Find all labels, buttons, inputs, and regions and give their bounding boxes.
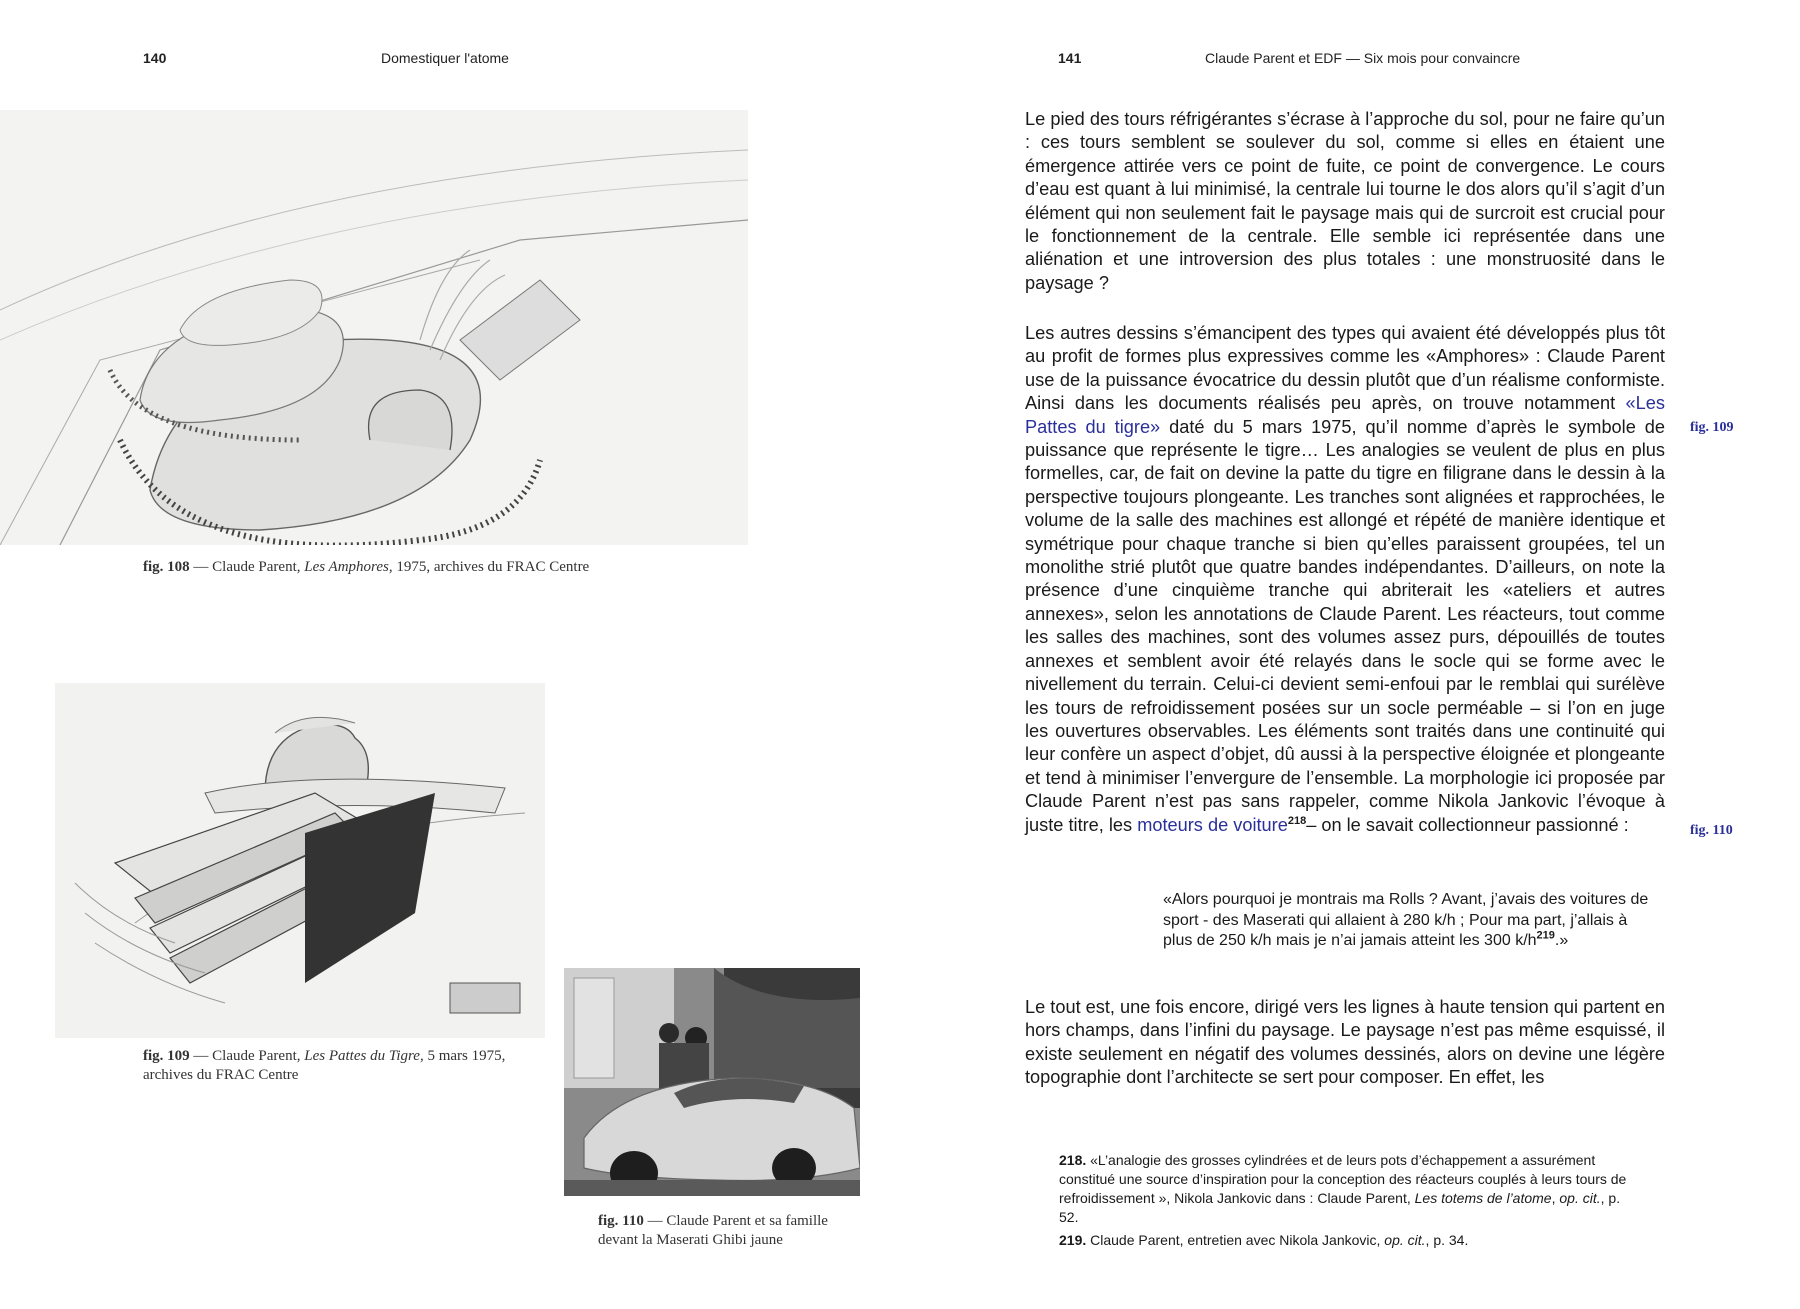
block-quote: «Alors pourquoi je montrais ma Rolls ? Avant, j’avais des voitures de sport - des Maserati qui allaient à 280 k/h ; Pour ma part, j’allais à plus de 250 k/h mais je n’ai jamais atteint les 300 $k/h^{219}$.» [1163,891,1649,949]
margin-ref-fig-109[interactable]: fig. 109 [1690,420,1734,435]
body-paragraph-2: Les autres dessins s’émancipent des types qui avaient été développés plus tôt au profit de formes plus expressives comme les «Amphores» : Claude Parent use de la puissance évocatrice du dessin plutôt que d’un réalisme conformiste. Ainsi dans les documents réalisés peu après, on trouve notamment «Les Pattes du tigre» daté du 5 mars 1975, qu’il nomme d’après le symbole de puissance que représente le tigre… Les analogies se veulent de plus en plus formelles, car, de fait on devine la patte du tigre en filigrane dans le dessin à la perspective toujours plongeante. Les tranches sont alignées et rapprochées, le volume de la salle des machines est allongé et répété de manière identique et symétrique pour chaque tranche si bien qu’elles paraissent groupées, tel un monolithe strié plutôt que quatre bandes indépendantes. D’ailleurs, on note la présence d’une cinquième tranche qui abriterait les «ateliers et autres annexes», selon les annotations de Claude Parent. Les réacteurs, tout comme les salles des machines, sont des volumes assez purs, dépouillés de toutes annexes et semblent avoir été relayés dans le socle qui se forme avec le nivellement du terrain. Celui-ci devient semi-enfoui par le remblai qui surélève les tours de refroidissement posées sur un socle perméable – si l’on en juge les ouvertures observables. Les éléments sont traités dans une continuité qui leur confère un aspect d’objet, dû aussi à la perspective éloignée et plongeante et tend à minimiser l’envergure de l’ensemble. La morphologie ici proposée par Claude Parent n’est pas sans rappeler, comme Nikola Jankovic l’évoque à juste titre, les moteurs de voiture$^{218}$– on le savait collectionneur passionné : [1025,323,1665,835]
figure-caption-109: fig. 109 — Claude Parent, Les Pattes du Tigre, 5 mars 1975, archives du FRAC Centre [143,1048,506,1083]
body-paragraph-3: Le tout est, une fois encore, dirigé vers les lignes à haute tension qui partent en hors champs, dans l’infini du paysage. Le paysage n’est pas même esquissé, il existe seulement en négatif des volumes dessinés, alors on devine une légère topographie dont l’architecte se sert pour composer. En effet, les [1025,997,1665,1088]
fig-109-link[interactable]: «Les Pattes du tigre» [1025,393,1665,437]
page-number: 141 [1058,50,1082,66]
margin-ref-fig-110[interactable]: fig. 110 [1690,823,1733,838]
les-amphores-drawing [0,110,748,545]
footnote-218: 218. «L’analogie des grosses cylindrées et de leurs pots d’échappement a assurément constitué une source d’inspiration pour la conception des réacteurs couplés à leurs tours de refroidissement », Nikola Jankovic dans : Claude Parent, Les totems de l’atome, op. cit., p. 52. [1059,1152,1627,1225]
body-paragraph-1: Le pied des tours réfrigérantes s’écrase à l’approche du sol, pour ne faire qu’un : ces tours semblent se soulever du sol, comme si elles en étaient une émergence attirée vers ce point de fuite, ce point de convergence. Le cours d’eau est quant à lui minimisé, la centrale lui tourne le dos alors qu’il s’agit d’un élément qui non seulement fait le paysage mais qui de surcroit est crucial pour le fonctionnement de la centrale. Elle semble ici représentée dans une aliénation et une introversion des plus totales : une monstruosité dans le paysage ? [1025,109,1665,293]
pattes-du-tigre-drawing [55,683,545,1038]
page-number: 140 [143,50,167,66]
running-title: Claude Parent et EDF — Six mois pour convaincre [1205,50,1521,66]
footnote-219: 219. Claude Parent, entretien avec Nikola Jankovic, op. cit., p. 34. [1059,1232,1469,1248]
footnote-ref-219[interactable]: 219 [1536,929,1555,942]
footnote-ref-218[interactable]: 218 [1287,814,1307,827]
maserati-family-photo [564,968,860,1196]
fig-110-link[interactable]: moteurs de voiture [1137,814,1288,835]
figure-caption-110: fig. 110 — Claude Parent et sa famille devant la Maserati Ghibi jaune [598,1213,828,1248]
footnotes [1059,1151,1639,1254]
figure-caption-108: fig. 108 — Claude Parent, Les Amphores, 1975, archives du FRAC Centre [143,559,590,575]
running-title: Domestiquer l'atome [381,50,509,66]
